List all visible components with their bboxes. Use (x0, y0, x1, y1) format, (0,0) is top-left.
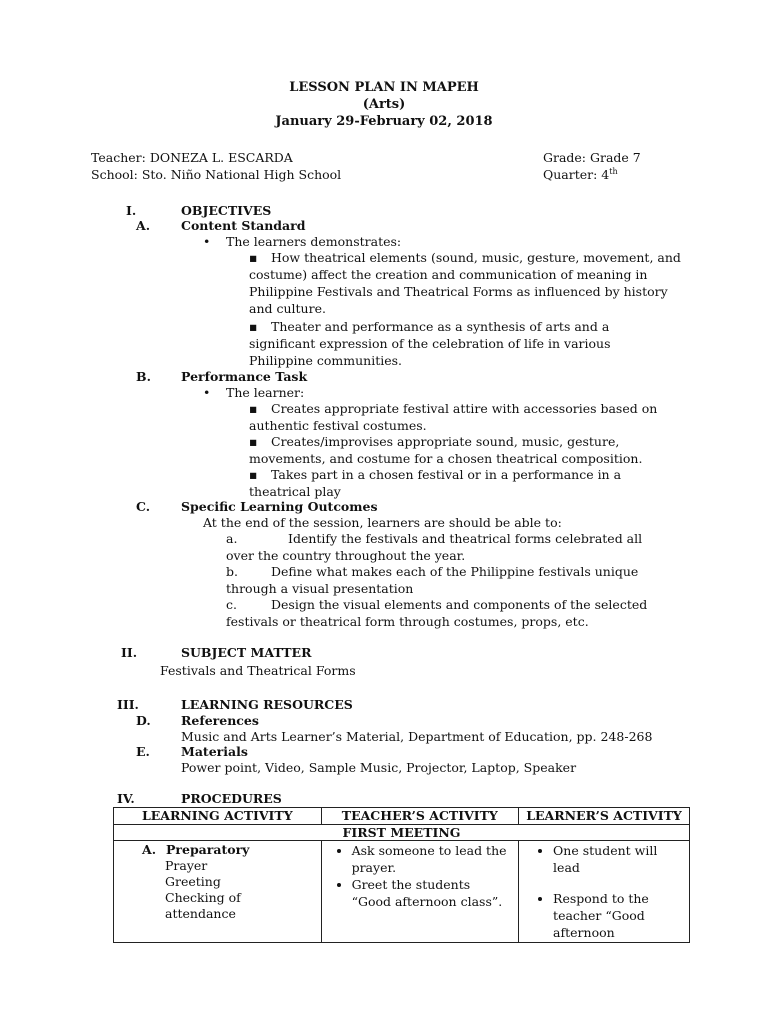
learner-activity-list (533, 842, 671, 941)
column-header: LEARNING ACTIVITY (114, 808, 322, 825)
learning-activity-cell (114, 841, 322, 943)
subsection-letter: B. (136, 369, 151, 384)
activity-item: Prayer (165, 858, 208, 873)
section-numeral: III. (117, 697, 139, 712)
outcome-item: a. Identify the festivals and theatrical forms celebrated all over the country throughout the year. (226, 531, 643, 563)
content-standard-heading: Content Standard (181, 218, 306, 233)
column-header: LEARNER’S ACTIVITY (519, 808, 690, 825)
table-header-row (114, 808, 690, 825)
bullet-marker: • (203, 385, 211, 400)
quarter-superscript: th (609, 167, 618, 176)
list-item: • Ask someone to lead the prayer. (352, 842, 512, 876)
activity-item: Greeting (165, 874, 221, 889)
subsection-letter: C. (136, 499, 151, 514)
activity-item: Checking of attendance (165, 890, 241, 921)
meeting-row (114, 825, 690, 841)
learning-resources-heading: LEARNING RESOURCES (181, 697, 353, 712)
square-bullet: ▪ (249, 250, 258, 265)
table-row (114, 841, 690, 943)
activity-heading: A. Preparatory (142, 842, 250, 857)
meeting-label: FIRST MEETING (114, 825, 690, 841)
square-bullet: ▪ (249, 467, 258, 482)
quarter-value: Quarter: 4 (543, 167, 610, 183)
teacher-field: Teacher: DONEZA L. ESCARDA (91, 150, 293, 165)
content-standard-bullet: The learners demonstrates: (226, 234, 402, 249)
references-text: Music and Arts Learner’s Material, Department of Education, pp. 248-268 (181, 729, 653, 744)
square-bullet: ▪ (249, 434, 258, 449)
teacher-activity-cell (321, 841, 518, 943)
bullet-marker: • (203, 234, 211, 249)
square-bullet: ▪ (249, 401, 258, 416)
section-numeral: II. (121, 645, 138, 660)
outcomes-heading: Specific Learning Outcomes (181, 499, 378, 514)
subsection-letter: E. (136, 744, 150, 759)
content-standard-item: ▪ How theatrical elements (sound, music, gesture, movement, and costume) affect the creation and communication of meaning in Philippine Festivals and Theatrical Forms as influenced by history and culture. (249, 250, 681, 316)
references-heading: References (181, 713, 259, 728)
section-numeral: I. (126, 203, 137, 218)
document-subject: (Arts) (362, 97, 406, 112)
subject-matter-text: Festivals and Theatrical Forms (160, 663, 356, 678)
materials-text: Power point, Video, Sample Music, Projector, Laptop, Speaker (181, 760, 577, 775)
grade-field: Grade: Grade 7 (543, 150, 641, 165)
outcome-item: b. Define what makes each of the Philippine festivals unique through a visual presentation (226, 564, 639, 596)
procedures-table (113, 807, 690, 943)
outcomes-intro: At the end of the session, learners are should be able to: (203, 515, 562, 530)
list-item: • One student will lead (553, 842, 671, 876)
quarter-field (543, 167, 618, 182)
list-item: • Greet the students “Good afternoon class”. (352, 876, 512, 910)
procedures-heading: PROCEDURES (181, 791, 282, 806)
outcome-item: c. Design the visual elements and components of the selected festivals or theatrical form through costumes, props, etc. (226, 597, 648, 629)
subsection-letter: D. (136, 713, 151, 728)
performance-task-item: ▪ Takes part in a chosen festival or in a performance in a theatrical play (249, 467, 622, 499)
subject-matter-heading: SUBJECT MATTER (181, 645, 312, 660)
performance-task-bullet: The learner: (226, 385, 305, 400)
school-field: School: Sto. Niño National High School (91, 167, 342, 182)
document-title: LESSON PLAN IN MAPEH (289, 80, 479, 95)
list-item: • Respond to the teacher “Good afternoon (553, 890, 671, 941)
materials-heading: Materials (181, 744, 248, 759)
performance-task-item: ▪ Creates/improvises appropriate sound, music, gesture, movements, and costume for a chosen theatrical composition. (249, 434, 643, 466)
teacher-activity-list (332, 842, 512, 910)
document-date: January 29-February 02, 2018 (275, 114, 493, 129)
section-numeral: IV. (117, 791, 135, 806)
subsection-letter: A. (136, 218, 151, 233)
performance-task-heading: Performance Task (181, 369, 308, 384)
square-bullet: ▪ (249, 319, 258, 334)
learner-activity-cell (519, 841, 690, 943)
objectives-heading: OBJECTIVES (181, 203, 272, 218)
performance-task-item: ▪ Creates appropriate festival attire with accessories based on authentic festival costumes. (249, 401, 658, 433)
column-header: TEACHER’S ACTIVITY (321, 808, 518, 825)
content-standard-item: ▪ Theater and performance as a synthesis of arts and a significant expression of the celebration of life in various Philippine communities. (249, 319, 611, 368)
